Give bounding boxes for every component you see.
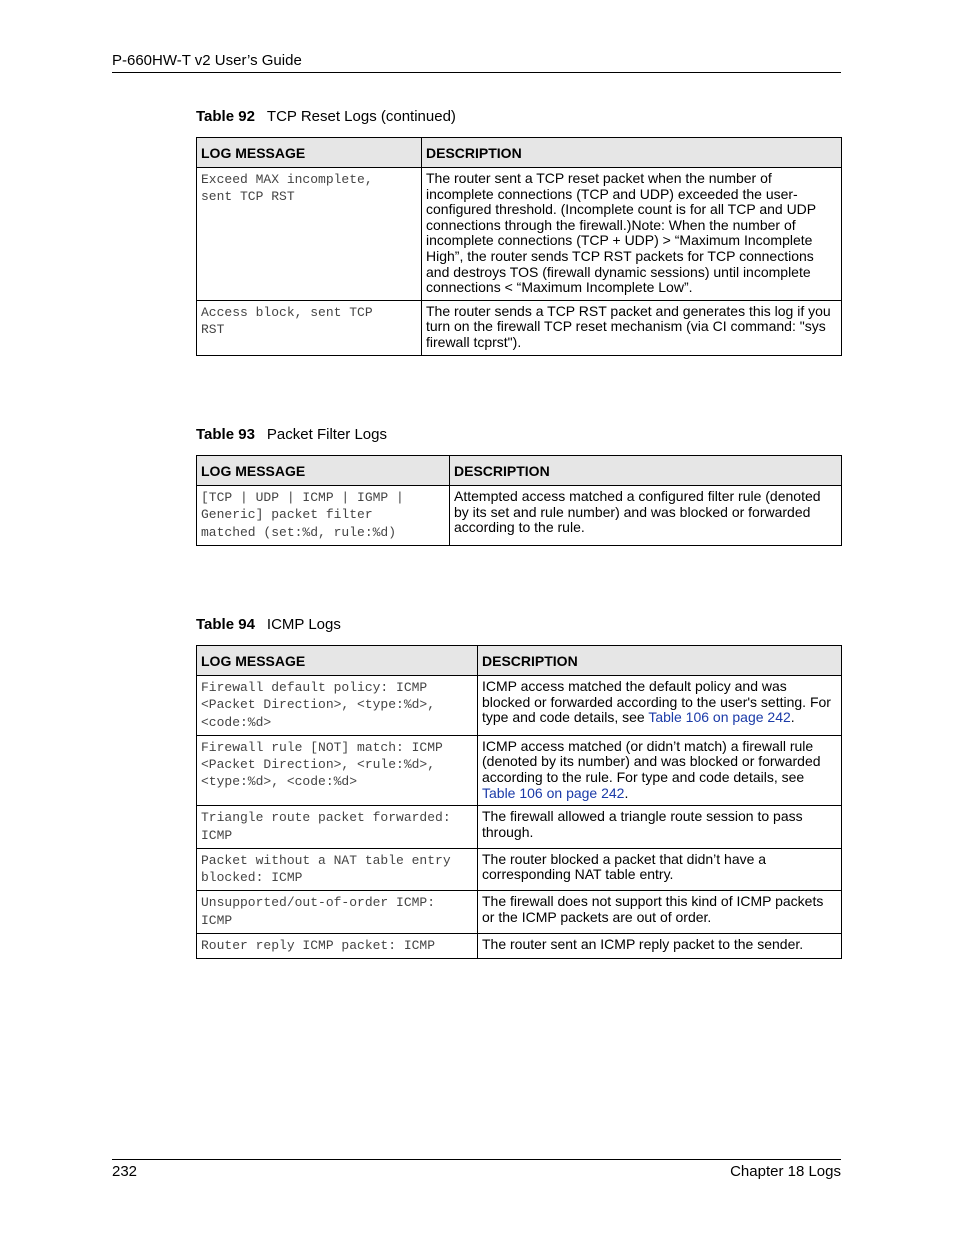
table-row xyxy=(197,848,842,891)
log-message-line: Access block, sent TCP xyxy=(201,304,373,320)
log-message-line: [TCP | UDP | ICMP | IGMP | xyxy=(201,490,404,505)
table-title: ICMP Logs xyxy=(266,616,341,633)
page-header xyxy=(112,51,841,73)
log-message-line: Triangle route packet forwarded: xyxy=(201,810,451,826)
description-cell: The router blocked a packet that didn’t have a corresponding NAT table entry. xyxy=(478,848,842,891)
description-cell: The router sent an ICMP reply packet to the sender. xyxy=(478,934,842,959)
log-message-line: RST xyxy=(201,322,225,338)
table-row xyxy=(197,891,842,934)
log-message-cell xyxy=(197,891,478,934)
description-cell xyxy=(478,676,842,736)
log-message-line: <Packet Direction>, <rule:%d>, xyxy=(201,757,436,773)
tcp-reset-logs-table xyxy=(196,137,842,356)
table-row xyxy=(197,676,842,736)
log-message-line: sent TCP RST xyxy=(201,189,295,205)
log-message-cell xyxy=(197,735,478,805)
log-message-line: Exceed MAX incomplete, xyxy=(201,172,373,187)
log-message-line: ICMP xyxy=(201,912,233,928)
table-row xyxy=(197,300,842,355)
log-message-line: <Packet Direction>, <type:%d>, xyxy=(201,697,436,713)
description-text-end: . xyxy=(790,709,795,726)
log-message-line: ICMP xyxy=(201,827,233,843)
packet-filter-logs-table xyxy=(196,455,842,546)
description-cell: Attempted access matched a configured filter rule (denoted by its set and rule number) and was blocked or forwarded according to the rule. xyxy=(450,486,842,546)
guide-title: P-660HW-T v2 User’s Guide xyxy=(112,52,302,69)
table-label: Table 92 xyxy=(196,108,255,125)
table-row xyxy=(197,934,842,959)
description-text-end: . xyxy=(624,784,629,801)
table-header-row xyxy=(197,456,842,486)
log-message-line: Router reply ICMP packet: ICMP xyxy=(201,938,436,954)
column-header-description: DESCRIPTION xyxy=(450,456,842,486)
log-message-line: Generic] packet filter xyxy=(201,507,373,523)
log-message-cell xyxy=(197,806,478,849)
log-message-line: Unsupported/out-of-order ICMP: xyxy=(201,895,436,911)
icmp-logs-table xyxy=(196,645,842,959)
log-message-line: Firewall rule [NOT] match: ICMP xyxy=(201,739,443,755)
log-message-cell xyxy=(197,300,422,355)
table-row xyxy=(197,486,842,546)
log-message-line: <code:%d> xyxy=(201,714,272,730)
log-message-line: matched (set:%d, rule:%d) xyxy=(201,524,397,540)
column-header-log-message: LOG MESSAGE xyxy=(197,456,450,486)
log-message-line: Packet without a NAT table entry xyxy=(201,852,451,868)
table-caption xyxy=(196,616,341,634)
page-footer xyxy=(112,1159,841,1180)
table-header-row xyxy=(197,138,842,168)
log-message-cell xyxy=(197,848,478,891)
log-message-line: Firewall default policy: ICMP xyxy=(201,680,428,695)
description-text: ICMP access matched the default policy and was blocked or forwarded according to the user's setting. For type and code details, see xyxy=(482,678,831,726)
column-header-log-message: LOG MESSAGE xyxy=(197,138,422,168)
table-caption xyxy=(196,426,387,444)
description-cell xyxy=(478,735,842,805)
table-title: TCP Reset Logs (continued) xyxy=(266,108,456,125)
table-row xyxy=(197,735,842,805)
table-row xyxy=(197,168,842,301)
description-cell: The firewall allowed a triangle route session to pass through. xyxy=(478,806,842,849)
table-row xyxy=(197,806,842,849)
column-header-description: DESCRIPTION xyxy=(422,138,842,168)
log-message-cell xyxy=(197,486,450,546)
log-message-cell xyxy=(197,934,478,959)
cross-reference-link[interactable]: Table 106 on page 242 xyxy=(482,784,625,801)
table-caption xyxy=(196,108,456,126)
log-message-cell xyxy=(197,676,478,736)
description-cell: The firewall does not support this kind of ICMP packets or the ICMP packets are out of order. xyxy=(478,891,842,934)
log-message-line: <type:%d>, <code:%d> xyxy=(201,774,358,790)
description-cell: The router sends a TCP RST packet and generates this log if you turn on the firewall TCP reset mechanism (via CI command: "sys firewall tcprst"). xyxy=(422,300,842,355)
column-header-log-message: LOG MESSAGE xyxy=(197,646,478,676)
table-header-row xyxy=(197,646,842,676)
description-cell: The router sent a TCP reset packet when the number of incomplete connections (TCP and UDP) exceeded the user-configured threshold. (Incomplete count is for all TCP and UDP connections through the firewall.)Note: When the number of incomplete connections (TCP + UDP) > “Maximum Incomplete High”, the router sends TCP RST packets for TCP connections and destroys TOS (firewall dynamic sessions) until incomplete connections < “Maximum Incomplete Low”. xyxy=(422,168,842,301)
description-text: ICMP access matched (or didn’t match) a firewall rule (denoted by its number) and was blocked or forwarded according to the rule. For type and code details, see xyxy=(482,737,821,786)
chapter-label: Chapter 18 Logs xyxy=(730,1163,841,1180)
table-label: Table 94 xyxy=(196,616,255,633)
page-number: 232 xyxy=(112,1163,138,1180)
cross-reference-link[interactable]: Table 106 on page 242 xyxy=(648,709,791,726)
table-label: Table 93 xyxy=(196,426,255,443)
log-message-line: blocked: ICMP xyxy=(201,870,303,886)
table-title: Packet Filter Logs xyxy=(266,426,387,443)
log-message-cell xyxy=(197,168,422,301)
column-header-description: DESCRIPTION xyxy=(478,646,842,676)
